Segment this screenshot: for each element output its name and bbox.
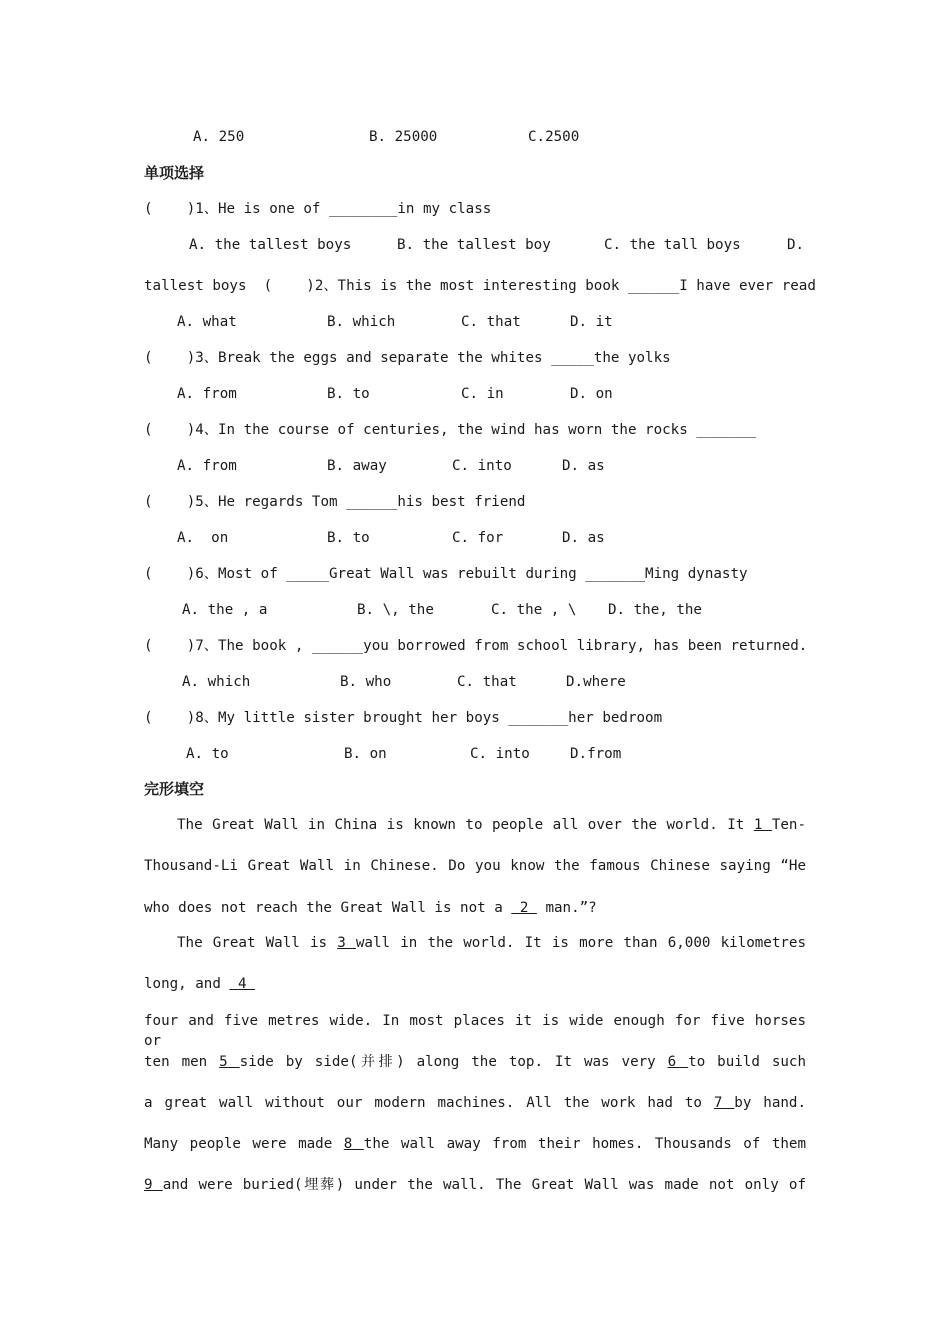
cloze-p2-line1: The Great Wall is 3 wall in the world. It is more than 6,000 kilometres (177, 935, 806, 951)
blank-2: 2 (511, 900, 537, 916)
q6-option-b: B. \, the (357, 602, 434, 618)
q3-option-d: D. on (570, 386, 613, 402)
prev-option-a: A. 250 (193, 129, 245, 145)
q8-option-d: D.from (570, 746, 622, 762)
question-5-stem: ( )5、He regards Tom ______his best friend (144, 494, 526, 510)
q4-option-d: D. as (562, 458, 605, 474)
question-8-stem: ( )8、My little sister brought her boys _______her bedroom (144, 710, 663, 726)
q3-option-b: B. to (327, 386, 370, 402)
blank-1: 1 (753, 817, 772, 833)
question-1-stem: ( )1、He is one of ________in my class (144, 201, 492, 217)
blank-8: 8 (343, 1136, 364, 1152)
question-2-stem: tallest boys ( )2、This is the most interesting book ______I have ever read (144, 278, 816, 294)
prev-option-c: C.2500 (528, 129, 580, 145)
blank-9: 9 (144, 1177, 163, 1193)
question-4-stem: ( )4、In the course of centuries, the wind has worn the rocks _______ (144, 422, 757, 438)
blank-3: 3 (337, 935, 356, 951)
q1-option-b: B. the tallest boy (397, 237, 551, 253)
q5-option-a: A. on (177, 530, 229, 546)
cloze-p1-line3: who does not reach the Great Wall is not a 2 man.”? (144, 900, 597, 916)
blank-7: 7 (713, 1095, 735, 1111)
q7-option-d: D.where (566, 674, 626, 690)
blank-6: 6 (667, 1054, 689, 1070)
question-3-stem: ( )3、Break the eggs and separate the whites _____the yolks (144, 350, 671, 366)
q2-option-a: A. what (177, 314, 237, 330)
q7-option-b: B. who (340, 674, 392, 690)
prev-option-b: B. 25000 (369, 129, 438, 145)
q4-option-c: C. into (452, 458, 512, 474)
q8-option-c: C. into (470, 746, 530, 762)
q2-option-d: D. it (570, 314, 613, 330)
question-7-stem: ( )7、The book , ______you borrowed from school library, has been returned. (144, 638, 808, 654)
q2-option-b: B. which (327, 314, 396, 330)
q8-option-b: B. on (344, 746, 387, 762)
cloze-p2-line4: ten men 5 side by side(并排) along the top. It was very 6 to build such (144, 1054, 807, 1070)
q1-option-c: C. the tall boys (604, 237, 741, 253)
cloze-p1-line1: The Great Wall in China is known to people all over the world. It 1 Ten- (177, 817, 806, 833)
q7-option-c: C. that (457, 674, 517, 690)
q7-option-a: A. which (182, 674, 251, 690)
q3-option-a: A. from (177, 386, 237, 402)
cloze-p2-line6: Many people were made 8 the wall away from their homes. Thousands of them (144, 1136, 806, 1152)
q6-option-c: C. the , \ (491, 602, 577, 618)
q6-option-a: A. the , a (182, 602, 268, 618)
cloze-p2-line7: 9 and were buried(埋葬) under the wall. The Great Wall was made not only of (144, 1177, 806, 1193)
blank-4: 4 (229, 976, 256, 992)
cloze-p2-line2: long, and 4 (144, 976, 256, 992)
question-6-stem: ( )6、Most of _____Great Wall was rebuilt during _______Ming dynasty (144, 566, 748, 582)
q5-option-c: C. for (452, 530, 504, 546)
q6-option-d: D. the, the (608, 602, 702, 618)
q5-option-d: D. as (562, 530, 605, 546)
cloze-p2-line3: four and five metres wide. In most places it is wide enough for five horses or (144, 1013, 806, 1049)
q1-option-a: A. the tallest boys (189, 237, 352, 253)
q3-option-c: C. in (461, 386, 504, 402)
q1-option-d: D. (787, 237, 805, 253)
cloze-p2-line5: a great wall without our modern machines. All the work had to 7 by hand. (144, 1095, 806, 1111)
q5-option-b: B. to (327, 530, 370, 546)
q2-option-c: C. that (461, 314, 521, 330)
section-heading-cloze: 完形填空 (144, 780, 205, 798)
q4-option-a: A. from (177, 458, 237, 474)
q4-option-b: B. away (327, 458, 387, 474)
q8-option-a: A. to (186, 746, 229, 762)
blank-5: 5 (219, 1054, 240, 1070)
section-heading-single-choice: 单项选择 (144, 164, 205, 182)
cloze-p1-line2: Thousand-Li Great Wall in Chinese. Do you know the famous Chinese saying “He (144, 858, 806, 874)
